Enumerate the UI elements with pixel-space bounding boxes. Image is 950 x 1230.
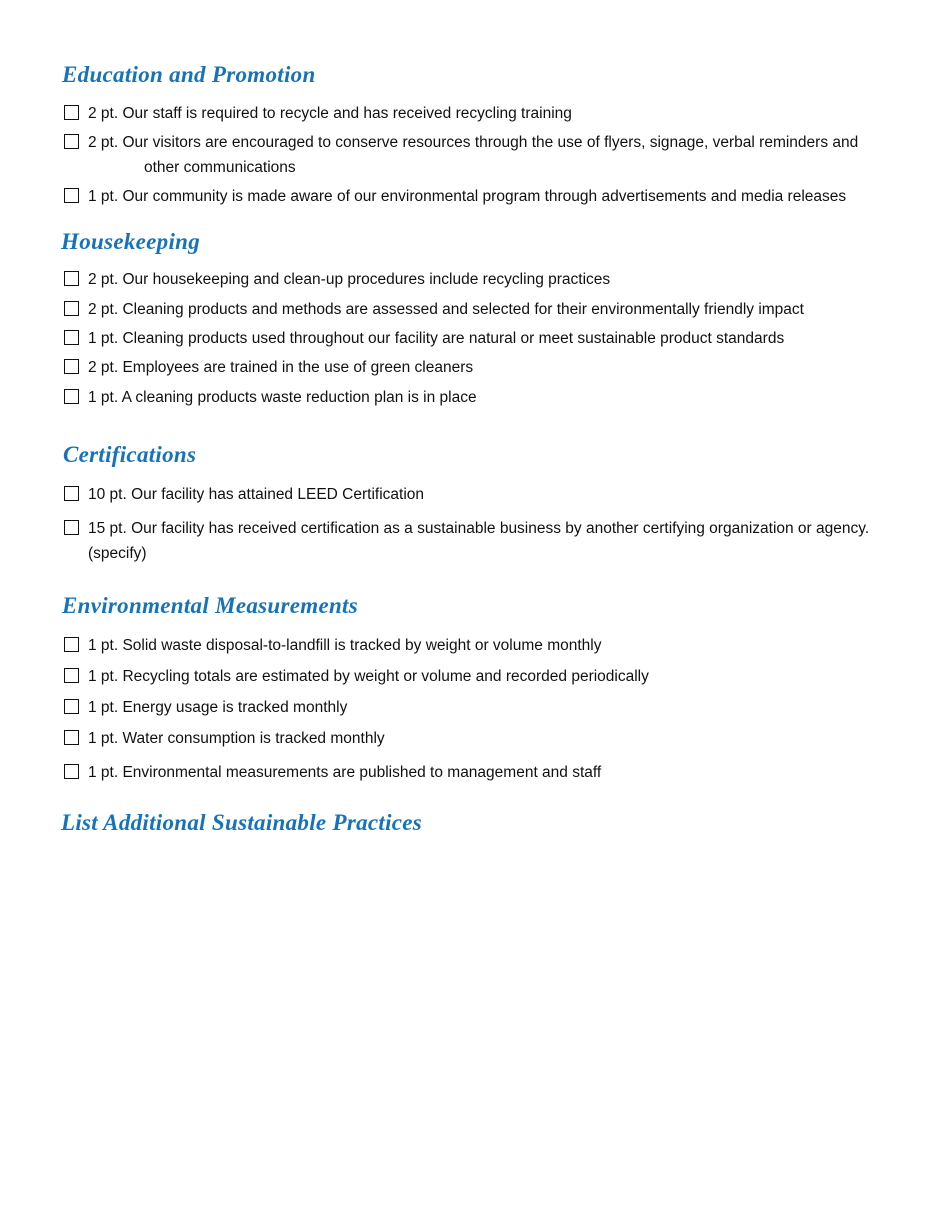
heading-education-and-promotion: Education and Promotion <box>62 62 316 87</box>
item-text: 2 pt. Cleaning products and methods are assessed and selected for their environmentally friendly impact <box>88 301 804 318</box>
checkbox[interactable] <box>64 764 79 779</box>
checkbox[interactable] <box>64 330 79 345</box>
item-text: 1 pt. A cleaning products waste reduction plan is in place <box>88 389 477 406</box>
checkbox[interactable] <box>64 359 79 374</box>
checkbox[interactable] <box>64 486 79 501</box>
checkbox[interactable] <box>64 637 79 652</box>
item-text: 15 pt. Our facility has received certification as a sustainable business by another certifying organization or agency. <box>88 520 870 537</box>
item-text: 1 pt. Water consumption is tracked monthly <box>88 730 385 747</box>
item-text: 2 pt. Our visitors are encouraged to conserve resources through the use of flyers, signage, verbal reminders and <box>88 134 859 151</box>
item-text-continuation: (specify) <box>88 545 147 562</box>
item-text: 1 pt. Solid waste disposal-to-landfill is tracked by weight or volume monthly <box>88 637 602 654</box>
heading-certifications: Certifications <box>63 442 197 467</box>
item-text: 2 pt. Our housekeeping and clean-up procedures include recycling practices <box>88 271 611 288</box>
item-text: 1 pt. Environmental measurements are published to management and staff <box>88 764 602 781</box>
item-text: 1 pt. Our community is made aware of our environmental program through advertisements and media releases <box>88 188 847 205</box>
checkbox[interactable] <box>64 271 79 286</box>
checkbox[interactable] <box>64 134 79 149</box>
item-text-continuation: other communications <box>144 159 296 176</box>
checkbox[interactable] <box>64 668 79 683</box>
checkbox[interactable] <box>64 301 79 316</box>
item-text: 2 pt. Employees are trained in the use of green cleaners <box>88 359 474 376</box>
heading-environmental-measurements: Environmental Measurements <box>62 593 358 618</box>
item-text: 10 pt. Our facility has attained LEED Certification <box>88 486 424 503</box>
checkbox[interactable] <box>64 188 79 203</box>
item-text: 1 pt. Energy usage is tracked monthly <box>88 699 348 716</box>
checkbox[interactable] <box>64 730 79 745</box>
item-text: 1 pt. Cleaning products used throughout our facility are natural or meet sustainable product standards <box>88 330 785 347</box>
checkbox[interactable] <box>64 699 79 714</box>
item-text: 1 pt. Recycling totals are estimated by weight or volume and recorded periodically <box>88 668 649 685</box>
checkbox[interactable] <box>64 520 79 535</box>
item-text: 2 pt. Our staff is required to recycle and has received recycling training <box>88 105 572 122</box>
checkbox[interactable] <box>64 389 79 404</box>
heading-additional-practices: List Additional Sustainable Practices <box>61 810 423 835</box>
checkbox[interactable] <box>64 105 79 120</box>
heading-housekeeping: Housekeeping <box>61 229 201 254</box>
